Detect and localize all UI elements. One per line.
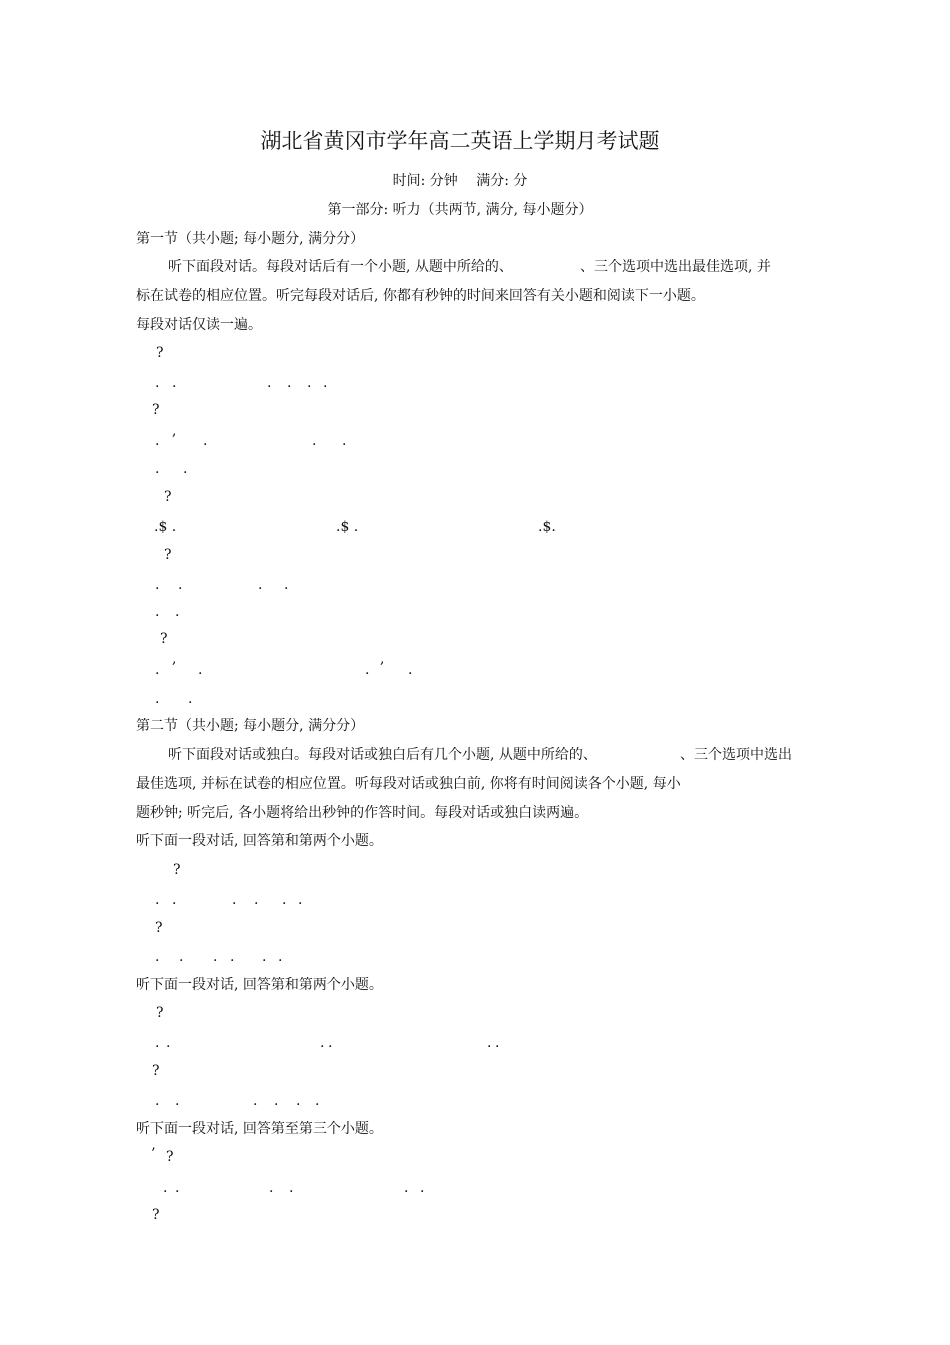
option-dot: . xyxy=(274,1093,279,1109)
option-dot: . xyxy=(320,1035,325,1051)
option-comma: , xyxy=(380,651,385,667)
dialogue-intro: 听下面一段对话, 回答第和第两个小题。 xyxy=(136,833,383,849)
option-dot: . xyxy=(365,662,370,678)
part-heading: 第一部分: 听力（共两节, 满分, 每小题分） xyxy=(327,202,593,218)
option-dot: . xyxy=(253,1093,258,1109)
option-dot: . xyxy=(163,1180,168,1196)
option-dot: . xyxy=(258,577,263,593)
section1-heading: 第一节（共小题; 每小题分, 满分分） xyxy=(136,231,365,247)
option-dot: . xyxy=(155,949,160,965)
question-mark: ? xyxy=(164,489,172,505)
option-dot: . xyxy=(230,949,235,965)
option-dot: . xyxy=(175,1180,180,1196)
option-dot: . xyxy=(342,433,347,449)
option-dot: . xyxy=(282,892,287,908)
question-mark: ? xyxy=(173,862,181,878)
option-dot: . xyxy=(328,1035,333,1051)
option-dot: . xyxy=(175,604,180,620)
option-dot: . xyxy=(312,433,317,449)
section2-instruction: 题秒钟; 听完后, 各小题将给出秒钟的作答时间。每段对话或独白读两遍。 xyxy=(136,805,589,821)
option-dot: . xyxy=(262,949,267,965)
option-dot: . xyxy=(404,1180,409,1196)
option-dot: . xyxy=(155,375,160,391)
option-dot: . xyxy=(178,577,183,593)
option-dot: . xyxy=(315,1093,320,1109)
option-dot: . xyxy=(232,892,237,908)
section2-instruction: 最佳选项, 并标在试卷的相应位置。听每段对话或独白前, 你将有时间阅读各个小题, 每小 xyxy=(136,776,681,792)
option-dot: . xyxy=(284,577,289,593)
option-dot: . xyxy=(155,691,160,707)
question-mark: ? xyxy=(156,345,164,361)
question-mark: ? xyxy=(160,631,168,647)
option-dot: . xyxy=(495,1035,500,1051)
question-mark: ? xyxy=(155,920,163,936)
option-dot: . xyxy=(166,1035,171,1051)
option-dot: . xyxy=(267,375,272,391)
option-dot: . xyxy=(254,892,259,908)
question-mark: ? xyxy=(152,402,160,418)
option-dot: . xyxy=(213,949,218,965)
question-mark: ? xyxy=(152,1063,160,1079)
option-dot: . xyxy=(183,461,188,477)
option-price: .$ . xyxy=(336,519,359,535)
exam-meta: 时间: 分钟 满分: 分 xyxy=(392,173,528,189)
option-price: .$. xyxy=(538,519,556,535)
option-dot: . xyxy=(323,375,328,391)
option-dot: . xyxy=(298,892,303,908)
option-dot: . xyxy=(296,1093,301,1109)
option-dot: . xyxy=(155,892,160,908)
option-dot: . xyxy=(155,604,160,620)
section2-heading: 第二节（共小题; 每小题分, 满分分） xyxy=(136,718,365,734)
option-dot: . xyxy=(155,577,160,593)
option-dot: . xyxy=(289,1180,294,1196)
question-mark: ? xyxy=(152,1207,160,1223)
dialogue-intro: 听下面一段对话, 回答第至第三个小题。 xyxy=(136,1121,383,1137)
question-mark: ? xyxy=(156,1005,164,1021)
section2-instruction: 、三个选项中选出 xyxy=(680,747,792,763)
option-dot: . xyxy=(408,662,413,678)
option-dot: . xyxy=(487,1035,492,1051)
option-dot: . xyxy=(278,949,283,965)
option-dot: . xyxy=(188,691,193,707)
option-dot: . xyxy=(172,375,177,391)
question-mark: ? xyxy=(166,1149,174,1165)
option-dot: . xyxy=(155,461,160,477)
option-dot: . xyxy=(287,375,292,391)
option-comma: , xyxy=(172,651,177,667)
option-dot: . xyxy=(307,375,312,391)
question-mark: ? xyxy=(164,547,172,563)
option-dot: . xyxy=(179,949,184,965)
option-dot: . xyxy=(155,662,160,678)
option-dot: . xyxy=(172,892,177,908)
section1-instruction: 标在试卷的相应位置。听完每段对话后, 你都有秒钟的时间来回答有关小题和阅读下一小题。 xyxy=(136,288,705,304)
option-apostrophe: ’ xyxy=(151,1146,156,1162)
option-comma: , xyxy=(172,423,177,439)
option-dot: . xyxy=(269,1180,274,1196)
section1-instruction: 每段对话仅读一遍。 xyxy=(136,317,262,333)
section1-instruction: 听下面段对话。每段对话后有一个小题, 从题中所给的、 xyxy=(168,259,513,275)
option-dot: . xyxy=(175,1093,180,1109)
page-title: 湖北省黄冈市学年高二英语上学期月考试题 xyxy=(260,129,660,153)
option-dot: . xyxy=(155,1093,160,1109)
option-dot: . xyxy=(155,433,160,449)
option-price: .$ . xyxy=(154,519,177,535)
option-dot: . xyxy=(420,1180,425,1196)
option-dot: . xyxy=(198,662,203,678)
section2-instruction: 听下面段对话或独白。每段对话或独白后有几个小题, 从题中所给的、 xyxy=(168,747,597,763)
option-dot: . xyxy=(203,433,208,449)
option-dot: . xyxy=(155,1035,160,1051)
dialogue-intro: 听下面一段对话, 回答第和第两个小题。 xyxy=(136,977,383,993)
section1-instruction: 、三个选项中选出最佳选项, 并 xyxy=(580,259,771,275)
